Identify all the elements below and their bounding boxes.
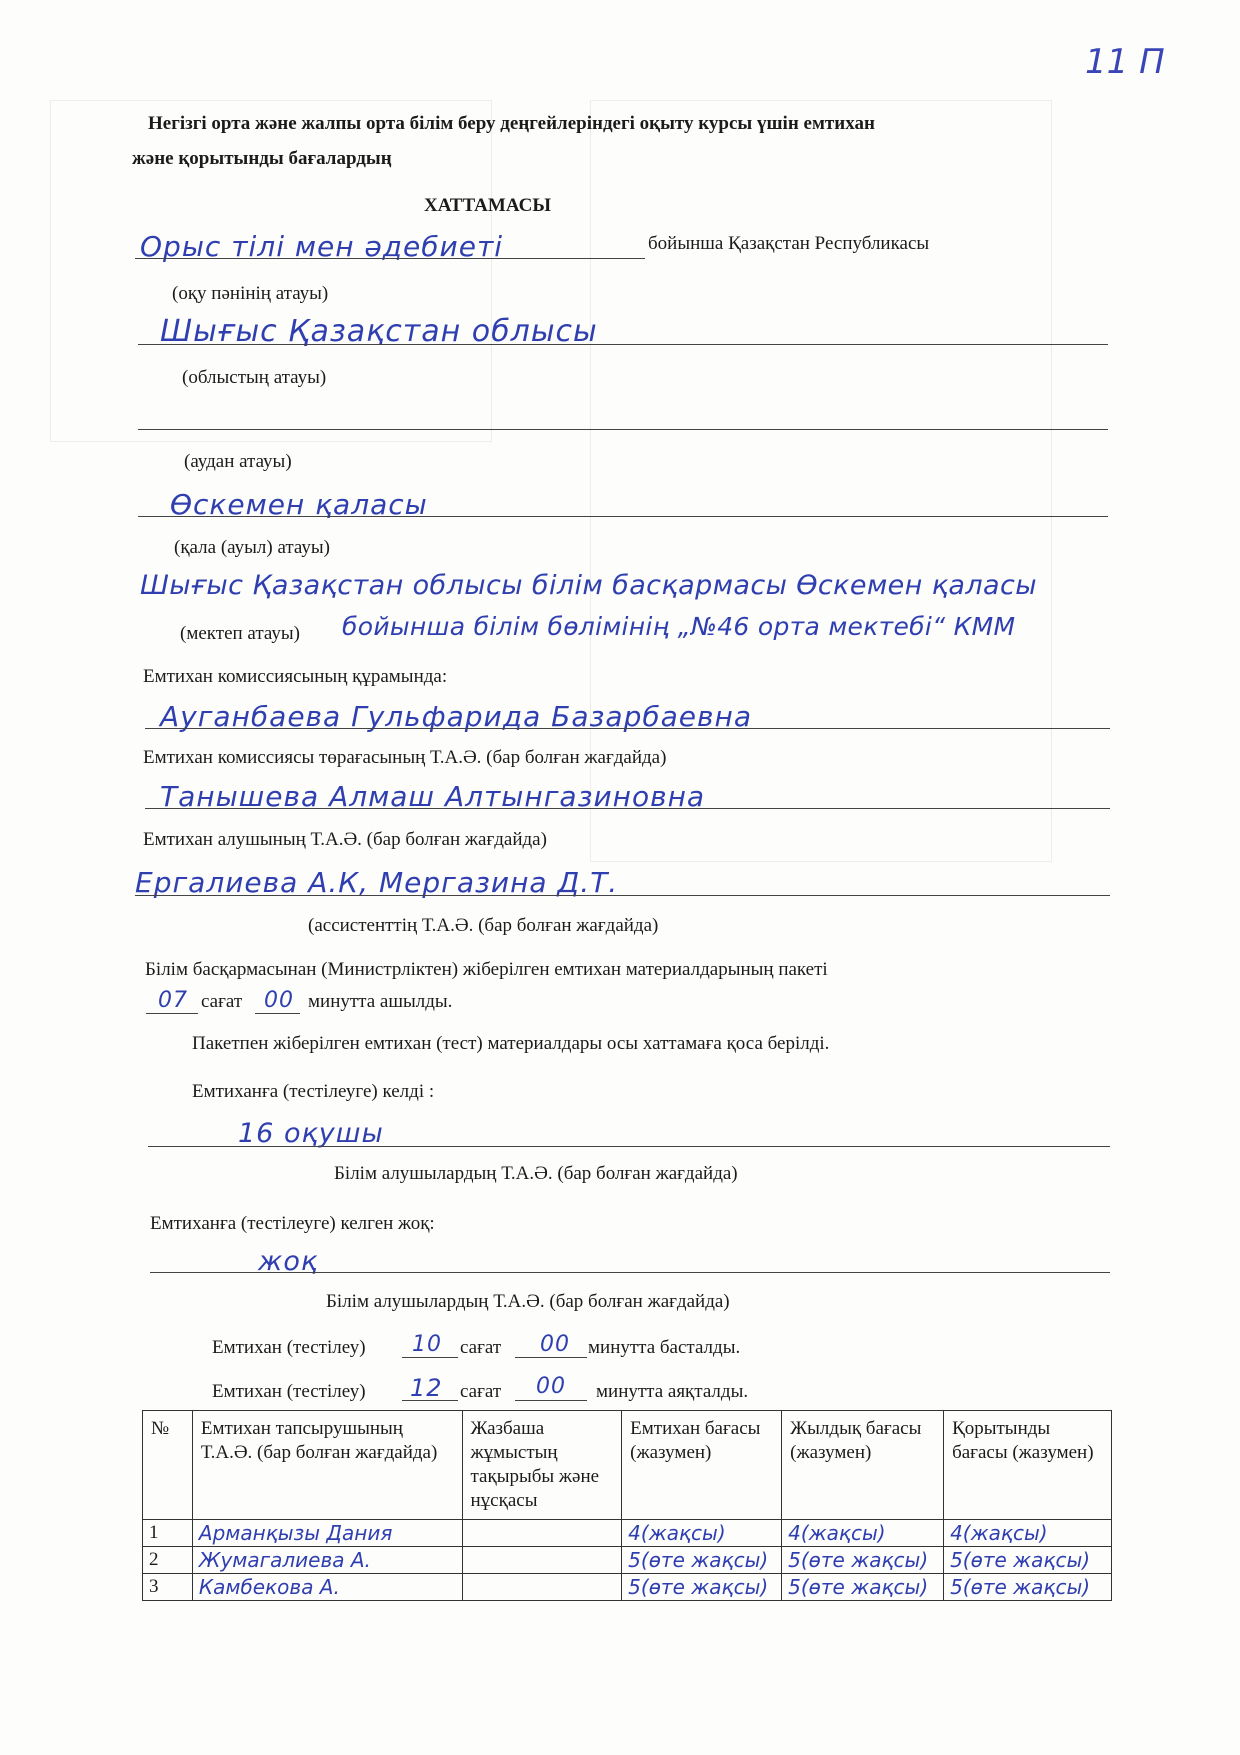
exam-grade: 5(өте жақсы) [622, 1574, 782, 1601]
table-row [143, 1574, 1112, 1601]
examiner-caption: Емтихан алушының Т.А.Ә. (бар болған жағдайда) [143, 829, 547, 850]
header-number: № [143, 1411, 193, 1520]
examiner-underline [145, 808, 1110, 809]
student-name: Жумагалиева А. [192, 1547, 462, 1574]
chair-caption: Емтихан комиссиясы төрағасының Т.А.Ә. (бар болған жағдайда) [143, 747, 667, 768]
end-minute: 00 [536, 1374, 566, 1399]
region-underline [138, 344, 1108, 345]
start-minute-underline [515, 1357, 587, 1358]
title-line-1: Негізгі орта және жалпы орта білім беру деңгейлеріндегі оқыту курсы үшін емтихан [148, 113, 875, 134]
district-caption: (аудан атауы) [184, 451, 292, 472]
row-number: 2 [143, 1547, 193, 1574]
header-student-name: Емтихан тапсырушының Т.А.Ә. (бар болған жағдайда) [192, 1411, 462, 1520]
assistants-underline [135, 895, 1110, 896]
annual-grade: 5(өте жақсы) [782, 1574, 944, 1601]
assistants-name: Ергалиева А.К, Мергазина Д.Т. [135, 866, 619, 899]
header-exam-grade: Емтихан бағасы (жазумен) [622, 1411, 782, 1520]
commission-label: Емтихан комиссиясының құрамында: [143, 666, 448, 687]
package-hour: 07 [158, 988, 188, 1013]
end-hour-label: сағат [460, 1381, 502, 1402]
package-hour-label: сағат [201, 991, 243, 1012]
grades-header-row [143, 1411, 1112, 1520]
final-grade: 5(өте жақсы) [944, 1547, 1112, 1574]
came-value: 16 оқушы [238, 1118, 384, 1149]
chair-underline [145, 728, 1110, 729]
page-number: 11 П [1085, 42, 1165, 82]
absent-underline [150, 1272, 1110, 1273]
package-minute: 00 [264, 988, 294, 1013]
came-underline [148, 1146, 1110, 1147]
table-row [143, 1520, 1112, 1547]
region-value: Шығыс Қазақстан облысы [160, 314, 598, 349]
end-label: Емтихан (тестілеу) [212, 1381, 366, 1402]
annual-grade: 4(жақсы) [782, 1520, 944, 1547]
package-hour-underline [146, 1013, 198, 1014]
absent-value: жоқ [258, 1246, 319, 1277]
start-minute: 00 [540, 1332, 570, 1357]
row-number: 1 [143, 1520, 193, 1547]
absent-label: Емтиханға (тестілеуге) келген жоқ: [150, 1213, 435, 1234]
grades-table [142, 1410, 1112, 1601]
city-underline [138, 516, 1108, 517]
end-hour: 12 [410, 1374, 443, 1402]
subject-value: Орыс тілі мен әдебиеті [140, 230, 504, 263]
district-underline [138, 429, 1108, 430]
final-grade: 4(жақсы) [944, 1520, 1112, 1547]
topic [462, 1520, 622, 1547]
exam-grade: 5(өте жақсы) [622, 1547, 782, 1574]
table-row [143, 1547, 1112, 1574]
annual-grade: 5(өте жақсы) [782, 1547, 944, 1574]
chair-name: Ауганбаева Гульфарида Базарбаевна [160, 700, 752, 733]
start-hour: 10 [412, 1332, 442, 1357]
package-minute-underline [255, 1013, 300, 1014]
end-minute-underline [515, 1400, 587, 1401]
exam-grade: 4(жақсы) [622, 1520, 782, 1547]
row-number: 3 [143, 1574, 193, 1601]
student-name: Камбекова А. [192, 1574, 462, 1601]
topic [462, 1547, 622, 1574]
absent-caption: Білім алушылардың Т.А.Ә. (бар болған жағдайда) [326, 1291, 730, 1312]
assistants-caption: (ассистенттің Т.А.Ә. (бар болған жағдайда) [308, 915, 659, 936]
header-annual-grade: Жылдық бағасы (жазумен) [782, 1411, 944, 1520]
package-text: Білім басқармасынан (Министрліктен) жіберілген емтихан материалдарының пакеті [145, 959, 828, 980]
came-caption: Білім алушылардың Т.А.Ә. (бар болған жағдайда) [334, 1163, 738, 1184]
document-subtitle: ХАТТАМАСЫ [424, 195, 551, 216]
start-hour-label: сағат [460, 1337, 502, 1358]
start-minute-label: минутта басталды. [588, 1337, 741, 1358]
subject-underline [135, 258, 645, 259]
subject-suffix: бойынша Қазақстан Республикасы [648, 233, 930, 254]
examiner-name: Танышева Алмаш Алтынгазиновна [160, 780, 706, 813]
start-label: Емтихан (тестілеу) [212, 1337, 366, 1358]
subject-caption: (оқу пәнінің атауы) [172, 283, 329, 304]
package-minute-label: минутта ашылды. [308, 991, 453, 1012]
header-topic: Жазбаша жұмыстың тақырыбы және нұсқасы [462, 1411, 622, 1520]
city-value: Өскемен қаласы [170, 488, 428, 521]
region-caption: (облыстың атауы) [182, 367, 327, 388]
header-final-grade: Қорытынды бағасы (жазумен) [944, 1411, 1112, 1520]
topic [462, 1574, 622, 1601]
final-grade: 5(өте жақсы) [944, 1574, 1112, 1601]
end-hour-underline [402, 1400, 458, 1401]
school-value-line-1: Шығыс Қазақстан облысы білім басқармасы Өскемен қаласы [140, 570, 1037, 601]
start-hour-underline [402, 1357, 458, 1358]
package-attached: Пакетпен жіберілген емтихан (тест) материалдары осы хаттамаға қоса берілді. [192, 1033, 830, 1054]
end-minute-label: минутта аяқталды. [596, 1381, 749, 1402]
school-value-line-2: бойынша білім бөлімінің „№46 орта мектебі“ КММ [342, 612, 1016, 641]
student-name: Арманқызы Дания [192, 1520, 462, 1547]
school-caption: (мектеп атауы) [180, 623, 300, 644]
city-caption: (қала (ауыл) атауы) [174, 537, 330, 558]
came-label: Емтиханға (тестілеуге) келді : [192, 1081, 435, 1102]
title-line-2: және қорытынды бағалардың [132, 148, 392, 169]
